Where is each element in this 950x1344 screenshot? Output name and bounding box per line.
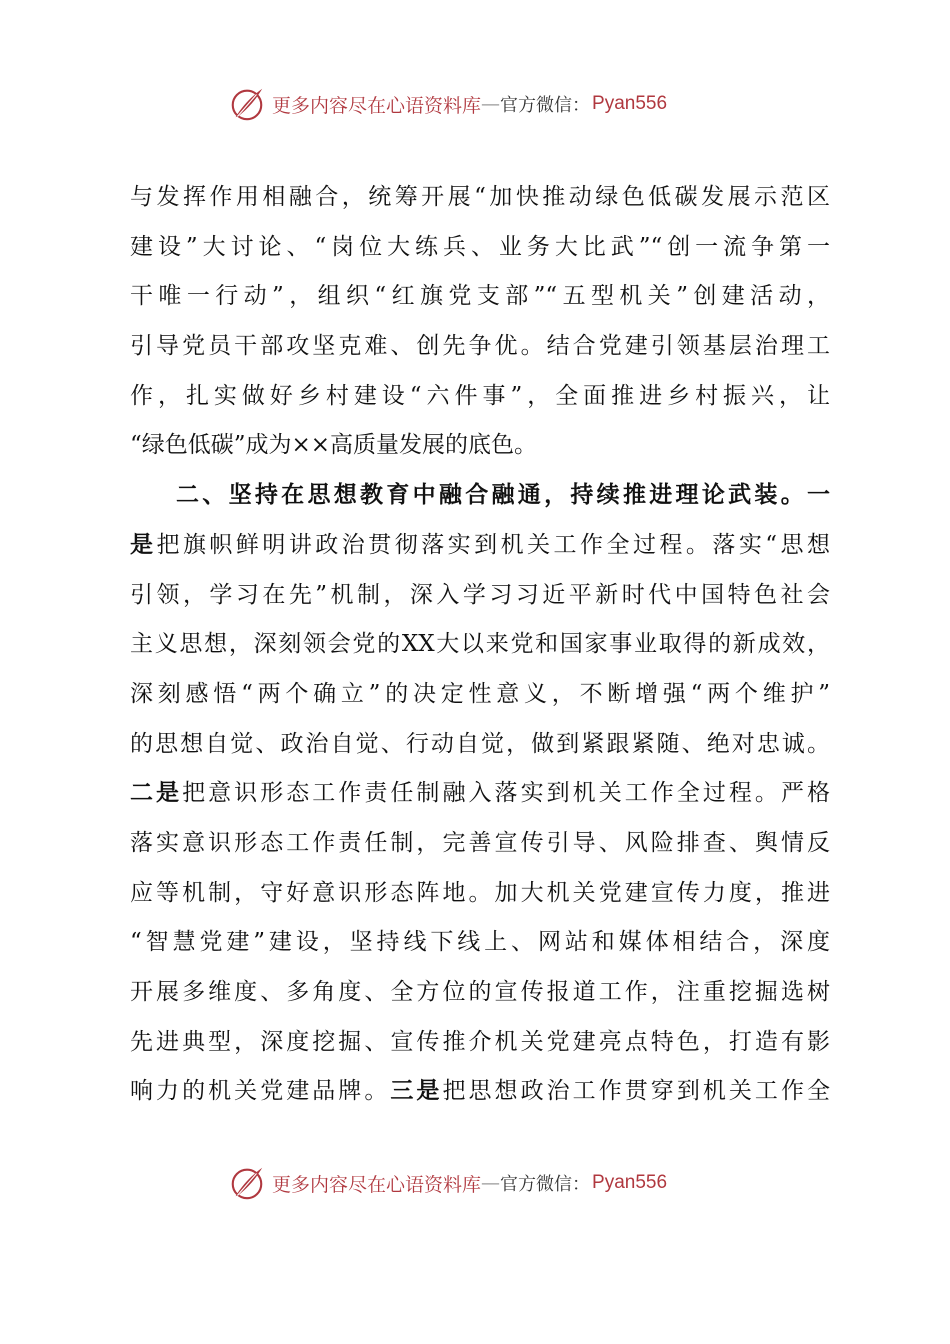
text-segment: 干唯一行动”，组织“红旗党支部”“五型机关”创建活动， [130,283,830,310]
banner-separator: — [481,93,501,115]
text-line [130,322,830,372]
text-line [130,272,830,322]
text-segment: 引领，学习在先”机制，深入学习习近平新时代中国特色社会 [130,581,830,608]
banner-main-text: 更多内容尽在心语资料库 [272,1173,482,1196]
text-segment: 把旗帜鲜明讲政治贯彻落实到机关工作全过程。落实“思想 [156,531,831,558]
text-segment: 应等机制，守好意识形态阵地。加大机关党建宣传力度，推进 [130,879,830,906]
banner-contact-id: Pyan556 [592,93,668,114]
bold-text-segment: 二、坚持在思想教育中融合融通，持续推进理论武装。一 [176,482,830,509]
feather-logo-icon [228,85,266,123]
feather-logo-icon [228,1164,266,1202]
text-segment: 建设”大讨论、“岗位大练兵、业务大比武”“创一流争第一 [130,233,830,260]
text-segment: 开展多维度、多角度、全方位的宣传报道工作，注重挖掘选树 [130,979,830,1005]
text-segment: 把意识形态工作责任制融入落实到机关工作全过程。严格 [182,780,831,807]
text-segment: “智慧党建”建设，坚持线下线上、网站和媒体相结合，深度 [130,929,830,956]
text-line [130,769,830,819]
text-segment: 把思想政治工作贯穿到机关工作全 [442,1078,831,1105]
text-line [130,819,830,869]
text-line [130,372,830,422]
text-line [130,720,830,770]
banner-main-text: 更多内容尽在心语资料库 [272,94,482,117]
text-line [130,620,830,670]
text-line [130,670,830,720]
text-line [130,521,830,571]
text-line [130,421,830,471]
text-segment: 落实意识形态工作责任制，完善宣传引导、风险排查、舆情反 [130,829,830,856]
text-segment: 作，扎实做好乡村建设“六件事”，全面推进乡村振兴，让 [130,382,830,409]
text-segment: 先进典型，深度挖掘、宣传推介机关党建亮点特色，打造有影 [130,1028,830,1055]
text-segment: 主义思想，深刻领会党的XX大以来党和国家事业取得的新成效， [130,631,830,658]
banner-separator: — [481,1172,501,1194]
text-line [130,1018,830,1068]
text-line [130,223,830,273]
text-segment: 深刻感悟“两个确立”的决定性意义，不断增强“两个维护” [130,680,830,707]
bold-text-segment: 二是 [130,780,183,807]
banner-contact-label: 官方微信： [500,95,591,116]
text-line [130,173,830,223]
text-segment: 响力的机关党建品牌。 [130,1078,391,1105]
text-line [130,471,830,521]
text-line [130,571,830,621]
banner-contact-label: 官方微信： [500,1174,591,1195]
text-line [130,1067,830,1117]
text-segment: 的思想自觉、政治自觉、行动自觉，做到紧跟紧随、绝对忠诚。 [130,730,830,757]
text-segment: 与发挥作用相融合，统筹开展“加快推动绿色低碳发展示范区 [130,184,830,210]
text-line [130,968,830,1018]
footer-banner [228,1163,748,1203]
text-line [130,918,830,968]
text-line [130,869,830,919]
header-banner [228,84,748,124]
text-segment: 引导党员干部攻坚克难、创先争优。结合党建引领基层治理工 [130,333,830,360]
banner-contact-id: Pyan556 [592,1172,668,1193]
bold-text-segment: 三是 [390,1078,443,1105]
document-body [130,173,830,1117]
bold-text-segment: 是 [130,531,157,558]
text-segment: “绿色低碳”成为××高质量发展的底色。 [130,432,538,459]
